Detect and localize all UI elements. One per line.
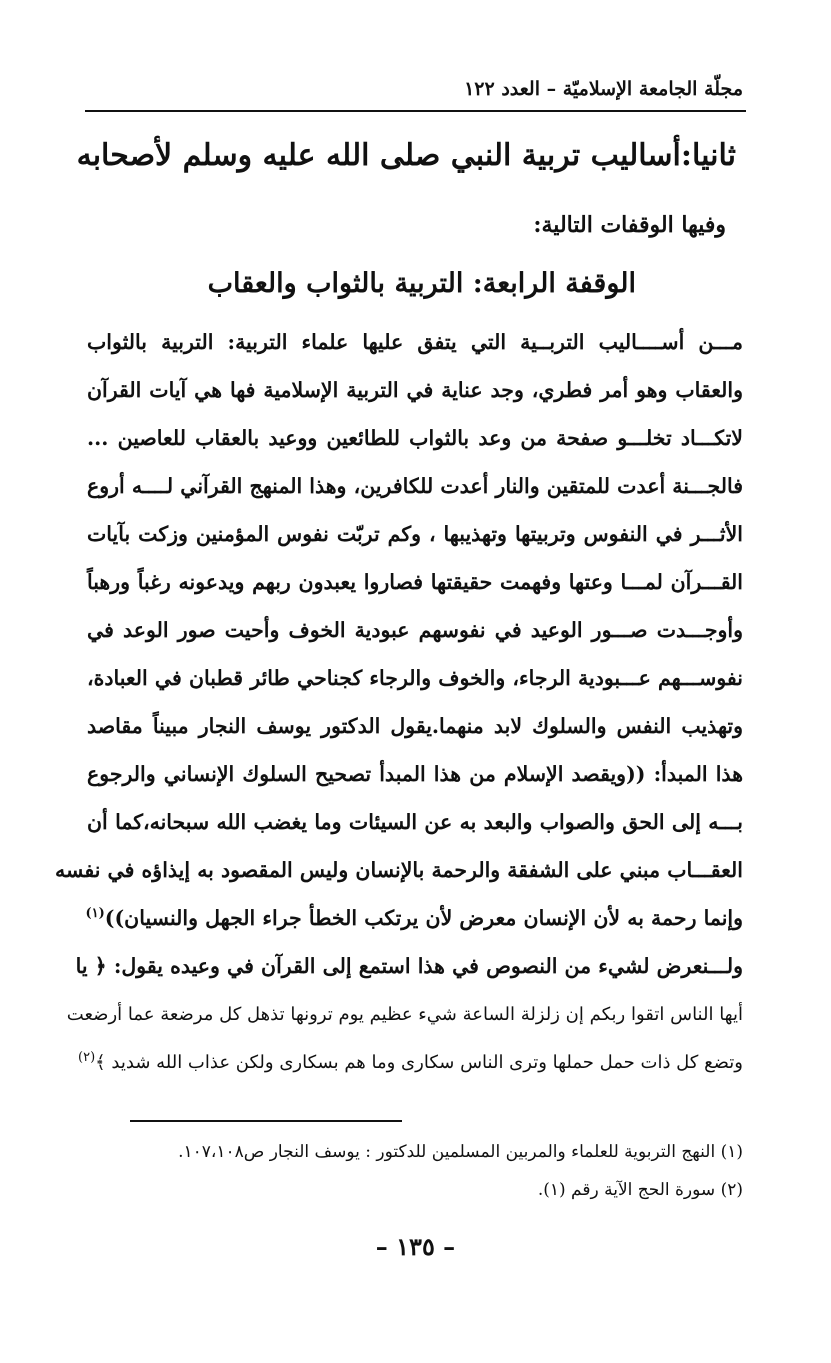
body-line: لاتكـــاد تخلـــو صفحة من وعد بالثواب للطائعين ووعيد بالعقاب للعاصين ... xyxy=(87,426,743,450)
body-line: نفوســـهم عـــبودية الرجاء، والخوف والرجاء كجناحي طائر قطبان في العبادة، xyxy=(87,666,743,690)
running-header: مجلّة الجامعة الإسلاميّة – العدد ١٢٢ xyxy=(464,78,743,100)
footnote-reference-2: (٢) xyxy=(78,1050,96,1065)
quran-verse-line: أيها الناس اتقوا ربكم إن زلزلة الساعة شيء عظيم يوم ترونها تذهل كل مرضعة عما أرضعت xyxy=(66,1004,743,1025)
verse-line-text: وتضع كل ذات حمل حملها وترى الناس سكارى وما هم بسكارى ولكن عذاب الله شديد ﴾ xyxy=(95,1052,743,1073)
body-line: مـــن أســــاليب التربــية التي يتفق عليها علماء التربية: التربية بالثواب xyxy=(87,330,743,354)
subheading: الوقفة الرابعة: التربية بالثواب والعقاب xyxy=(207,268,636,299)
body-line-text: وإنما رحمة به لأن الإنسان معرض لأن يرتكب الخطأ جراء الجهل والنسيان)) xyxy=(104,906,743,930)
header-rule xyxy=(85,110,746,112)
footnote-separator xyxy=(130,1120,402,1122)
section-title: ثانيا:أساليب تربية النبي صلى الله عليه وسلم لأصحابه xyxy=(76,138,736,173)
footnote-1: (١) النهج التربوية للعلماء والمربين المسلمين للدكتور : يوسف النجار ص١٠٧،١٠٨. xyxy=(178,1142,743,1162)
body-line xyxy=(87,906,743,930)
body-line: وأوجـــدت صـــور الوعيد في نفوسهم عبودية الخوف وأحيت صور الوعد في xyxy=(87,618,743,642)
body-line: بـــه إلى الحق والصواب والبعد به عن السيئات وما يغضب الله سبحانه،كما أن xyxy=(87,810,743,834)
body-line: القـــرآن لمـــا وعتها وفهمت حقيقتها فصاروا يعبدون ربهم ويدعونه رغباً ورهباً xyxy=(87,570,743,594)
body-line: هذا المبدأ: ((ويقصد الإسلام من هذا المبدأ تصحيح السلوك الإنساني والرجوع xyxy=(87,762,743,786)
body-line: العقـــاب مبني على الشفقة والرحمة بالإنسان وليس المقصود به إيذاؤه في نفسه xyxy=(55,858,743,882)
body-line: الأثـــر في النفوس وتربيتها وتهذيبها ، وكم تربّت نفوس المؤمنين وزكت بآيات xyxy=(87,522,743,546)
quran-verse-line xyxy=(78,1050,743,1073)
body-line: ولـــنعرض لشيء من النصوص في هذا استمع إلى القرآن في وعيده يقول: ﴿ يا xyxy=(75,954,743,978)
page-number: – ١٣٥ – xyxy=(375,1232,456,1261)
intro-line: وفيها الوقفات التالية: xyxy=(533,212,726,238)
body-line: وتهذيب النفس والسلوك لابد منهما.يقول الدكتور يوسف النجار مبيناً مقاصد xyxy=(87,714,743,738)
footnote-2: (٢) سورة الحج الآية رقم (١). xyxy=(537,1180,743,1200)
body-line: والعقاب وهو أمر فطري، وجد عناية في التربية الإسلامية فها هي آيات القرآن xyxy=(87,378,743,402)
footnote-reference-1: (١) xyxy=(85,906,105,922)
body-line: فالجـــنة أعدت للمتقين والنار أعدت للكافرين، وهذا المنهج القرآني لــــه أروع xyxy=(86,474,743,498)
